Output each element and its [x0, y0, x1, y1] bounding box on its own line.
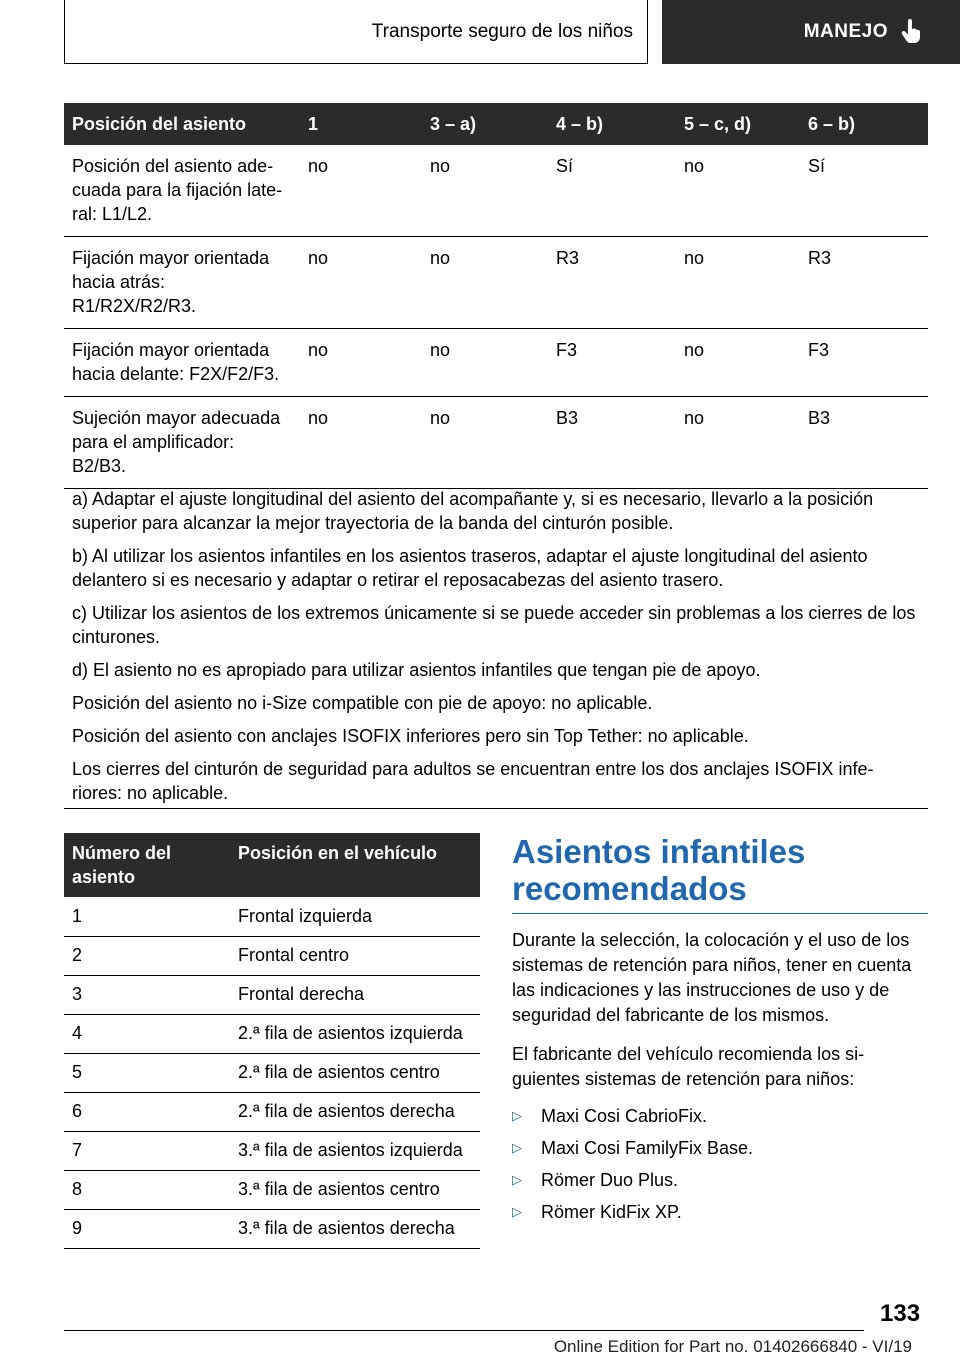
- table-cell: no: [676, 145, 800, 237]
- table-cell: Posición del asiento ade-cuada para la fijación late-ral: L1/L2.: [64, 145, 300, 237]
- triangle-bullet-icon: ▷: [512, 1172, 522, 1187]
- table-cell: 7: [64, 1131, 230, 1170]
- note: Posición del asiento con anclajes ISOFIX inferiores pero sin Top Tether: no aplicable.: [72, 726, 749, 746]
- table-cell: Frontal centro: [230, 936, 480, 975]
- table-cell: no: [422, 397, 548, 489]
- list-item: [512, 1100, 928, 1132]
- table-row: [64, 897, 480, 936]
- column-header: Posición en el vehículo: [230, 833, 480, 897]
- table-cell: no: [676, 329, 800, 397]
- table-cell: 3: [64, 975, 230, 1014]
- paragraph: El fabricante del vehículo recomienda los si-guientes sistemas de retención para niños:: [512, 1044, 865, 1089]
- list-item: [512, 1164, 928, 1196]
- table-row: [64, 397, 928, 489]
- table-cell: 8: [64, 1170, 230, 1209]
- note: Posición del asiento no i-Size compatible con pie de apoyo: no aplicable.: [72, 693, 653, 713]
- table-header-row: [64, 103, 928, 145]
- table-cell: no: [300, 145, 422, 237]
- chapter-title: MANEJO: [803, 21, 888, 42]
- table-cell: no: [422, 329, 548, 397]
- recommended-list: [512, 1100, 928, 1228]
- table-cell: Sí: [548, 145, 676, 237]
- table-cell: 2.ª fila de asientos centro: [230, 1053, 480, 1092]
- header-chapter-tab[interactable]: [662, 0, 960, 64]
- column-header: Número del asiento: [64, 833, 230, 897]
- table-cell: R3: [800, 237, 928, 329]
- list-item-text: Maxi Cosi CabrioFix.: [541, 1106, 708, 1126]
- table-cell: no: [676, 237, 800, 329]
- table-cell: Fijación mayor orientada hacia delante: F2X/F2/F3.: [64, 329, 300, 397]
- table-row: [64, 975, 480, 1014]
- table-cell: Fijación mayor orientada hacia atrás: R1/R2X/R2/R3.: [64, 237, 300, 329]
- list-item-text: Römer Duo Plus.: [541, 1170, 679, 1190]
- table-cell: no: [422, 237, 548, 329]
- table-cell: 2: [64, 936, 230, 975]
- note: b) Al utilizar los asientos infantiles en los asientos traseros, adaptar el ajuste longitudinal del asiento delantero si es necesario y adaptar o retirar el reposacabezas del asiento trasero.: [72, 546, 868, 590]
- triangle-bullet-icon: ▷: [512, 1140, 522, 1155]
- table-row: [64, 1170, 480, 1209]
- note: c) Utilizar los asientos de los extremos únicamente si se puede acceder sin problemas a los cierres de los cinturones.: [72, 603, 916, 647]
- triangle-bullet-icon: ▷: [512, 1204, 522, 1219]
- table-cell: no: [300, 397, 422, 489]
- table-cell: 9: [64, 1209, 230, 1248]
- table-cell: R3: [548, 237, 676, 329]
- table-cell: Frontal izquierda: [230, 897, 480, 936]
- table-cell: B3: [800, 397, 928, 489]
- page-number: 133: [880, 1300, 921, 1327]
- table-cell: Frontal derecha: [230, 975, 480, 1014]
- column-header: 3 – a): [422, 103, 548, 145]
- table-cell: 2.ª fila de asientos derecha: [230, 1092, 480, 1131]
- table-cell: 3.ª fila de asientos centro: [230, 1170, 480, 1209]
- paragraph: Durante la selección, la colocación y el uso de los sistemas de retención para niños, tener en cuenta las indicaciones y las instrucciones de uso y de seguridad del fabricante de los mismos.: [512, 930, 912, 1025]
- table-row: [64, 1053, 480, 1092]
- table-cell: no: [300, 237, 422, 329]
- list-item: [512, 1132, 928, 1164]
- table-cell: 5: [64, 1053, 230, 1092]
- list-item-text: Maxi Cosi FamilyFix Base.: [541, 1138, 754, 1158]
- table-notes: [72, 487, 922, 814]
- list-item-text: Römer KidFix XP.: [541, 1202, 682, 1222]
- triangle-bullet-icon: ▷: [512, 1108, 522, 1123]
- divider: [64, 808, 928, 809]
- table-cell: Sí: [800, 145, 928, 237]
- table-cell: no: [422, 145, 548, 237]
- column-header: Posición del asiento: [64, 103, 300, 145]
- table-header-row: [64, 833, 480, 897]
- footer-divider: [64, 1330, 864, 1331]
- column-header: 5 – c, d): [676, 103, 800, 145]
- footer-edition: Online Edition for Part no. 01402666840 - VI/19: [553, 1337, 912, 1356]
- list-item: [512, 1196, 928, 1228]
- table-cell: no: [676, 397, 800, 489]
- recommended-seats-section: [512, 833, 928, 1228]
- table-cell: 4: [64, 1014, 230, 1053]
- table-row: [64, 329, 928, 397]
- table-row: [64, 1014, 480, 1053]
- header-section-title: [64, 0, 648, 64]
- table-cell: B3: [548, 397, 676, 489]
- column-header: 4 – b): [548, 103, 676, 145]
- table-cell: F3: [548, 329, 676, 397]
- table-cell: 6: [64, 1092, 230, 1131]
- note: d) El asiento no es apropiado para utilizar asientos infantiles que tengan pie de apoyo.: [72, 660, 761, 680]
- section-title: Transporte seguro de los niños: [371, 20, 633, 42]
- table-row: [64, 237, 928, 329]
- hand-pointer-icon: [900, 19, 924, 45]
- note: Los cierres del cinturón de seguridad para adultos se encuentran entre los dos anclajes ISOFIX infe-riores: no aplicable.: [72, 759, 874, 803]
- seat-numbers-table: [64, 833, 480, 1249]
- table-row: [64, 936, 480, 975]
- table-row: [64, 1092, 480, 1131]
- column-header: 6 – b): [800, 103, 928, 145]
- table-cell: 2.ª fila de asientos izquierda: [230, 1014, 480, 1053]
- seat-positions-table: [64, 103, 928, 489]
- section-heading: Asientos infantiles recomendados: [512, 833, 928, 914]
- table-row: [64, 1209, 480, 1248]
- table-cell: F3: [800, 329, 928, 397]
- table-cell: 1: [64, 897, 230, 936]
- table-cell: Sujeción mayor adecuada para el amplificador: B2/B3.: [64, 397, 300, 489]
- table-cell: no: [300, 329, 422, 397]
- column-header: 1: [300, 103, 422, 145]
- table-row: [64, 145, 928, 237]
- table-cell: 3.ª fila de asientos izquierda: [230, 1131, 480, 1170]
- note: a) Adaptar el ajuste longitudinal del asiento del acompañante y, si es necesario, llevarlo a la posición superior para alcanzar la mejor trayectoria de la banda del cinturón posible.: [72, 489, 874, 533]
- table-row: [64, 1131, 480, 1170]
- table-cell: 3.ª fila de asientos derecha: [230, 1209, 480, 1248]
